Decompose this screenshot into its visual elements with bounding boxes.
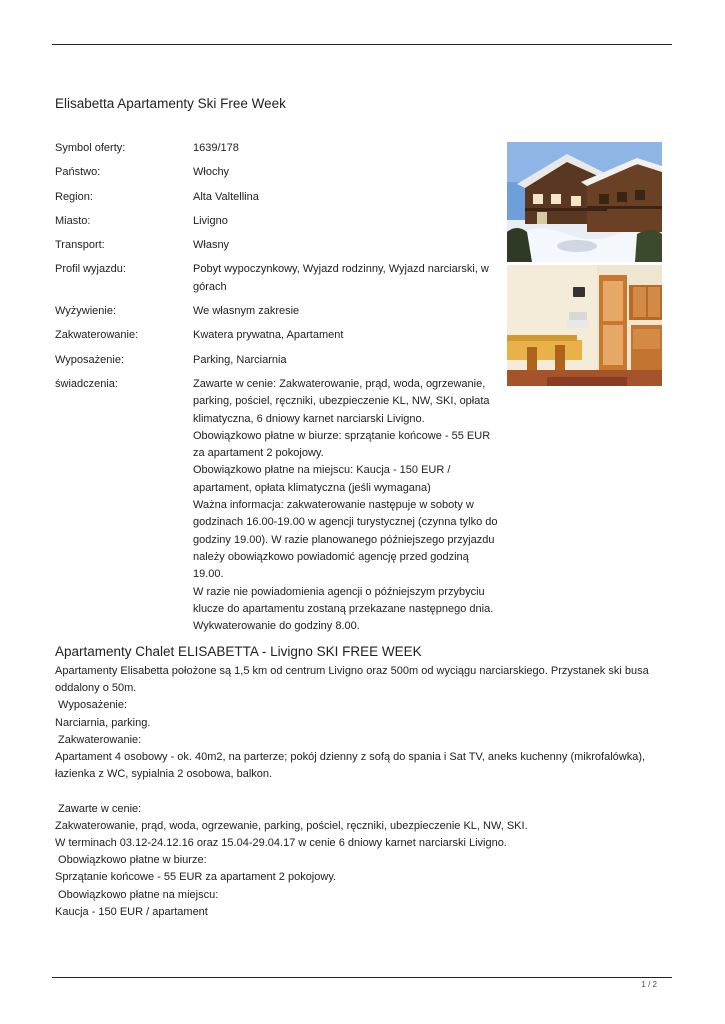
description-line: Obowiązkowo płatne w biurze: [55, 854, 207, 867]
detail-row [55, 140, 500, 164]
detail-row [55, 352, 500, 376]
detail-value-line: Obowiązkowo płatne na miejscu: Kaucja - 150 EUR / [193, 464, 451, 477]
detail-label: Profil wyjazdu: [55, 263, 126, 276]
detail-row [55, 164, 500, 188]
description-line: Obowiązkowo płatne na miejscu: [55, 888, 219, 901]
detail-value-line: Pobyt wypoczynkowy, Wyjazd rodzinny, Wyjazd narciarski, w [193, 263, 489, 276]
detail-value [193, 237, 500, 261]
description-heading: Apartamenty Chalet ELISABETTA - Livigno SKI FREE WEEK [55, 644, 422, 659]
description-section [55, 644, 670, 921]
detail-row [55, 237, 500, 261]
detail-row [55, 189, 500, 213]
detail-value [193, 189, 500, 213]
detail-value-line: klucze do apartamentu zostaną przekazane następnego dnia. [193, 602, 494, 615]
detail-row [55, 327, 500, 351]
detail-row [55, 261, 500, 303]
detail-value [193, 140, 500, 164]
description-line: oddalony o 50m. [55, 682, 137, 695]
detail-value [193, 164, 500, 188]
top-rule [52, 44, 672, 45]
detail-value [193, 352, 500, 376]
detail-value-line: Ważna informacja: zakwaterowanie następuje w soboty w [193, 499, 474, 512]
description-line: Zawarte w cenie: [55, 802, 142, 815]
detail-value-line: należy obowiązkowo powiadomić agencję przed godziną [193, 550, 469, 563]
detail-label: Wyposażenie: [55, 353, 124, 366]
description-line: Wyposażenie: [55, 699, 128, 712]
detail-value-line: za apartament 2 pokojowy. [193, 447, 324, 460]
description-body [55, 663, 670, 921]
detail-label: świadczenia: [55, 377, 118, 390]
description-line: W terminach 03.12-24.12.16 oraz 15.04-29.04.17 w cenie 6 dniowy karnet narciarski Livigno. [55, 837, 507, 850]
offer-title: Elisabetta Apartamenty Ski Free Week [55, 96, 286, 111]
page-number: 1 / 2 [641, 980, 657, 989]
detail-value-line: Alta Valtellina [193, 190, 259, 203]
detail-label: Region: [55, 190, 93, 203]
detail-value [193, 213, 500, 237]
detail-value-line: Zawarte w cenie: Zakwaterowanie, prąd, woda, ogrzewanie, [193, 377, 486, 390]
offer-details-table [55, 140, 500, 642]
offer-details-body [55, 140, 500, 642]
description-line: Narciarnia, parking. [55, 716, 151, 729]
detail-value-line: Wykwaterowanie do godziny 8.00. [193, 620, 360, 633]
description-line: łazienka z WC, sypialnia 2 osobowa, balkon. [55, 768, 273, 781]
detail-value-line: parking, pościel, ręczniki, ubezpieczenie KL, NW, SKI, opłata [193, 395, 490, 408]
detail-label: Państwo: [55, 166, 101, 179]
detail-label: Zakwaterowanie: [55, 329, 139, 342]
detail-row [55, 303, 500, 327]
detail-value [193, 303, 500, 327]
detail-label: Symbol oferty: [55, 142, 126, 154]
description-line: Zakwaterowanie, prąd, woda, ogrzewanie, parking, pościel, ręczniki, ubezpieczenie KL, NW, SKI. [55, 819, 528, 832]
description-line: Zakwaterowanie: [55, 733, 142, 746]
detail-row [55, 213, 500, 237]
detail-value-line: W razie nie powiadomienia agencji o późniejszym przybyciu [193, 585, 485, 598]
blank-line [55, 783, 670, 800]
detail-value [193, 261, 500, 303]
detail-value-line: Livigno [193, 214, 228, 227]
detail-label: Transport: [55, 239, 105, 252]
detail-row [55, 376, 500, 642]
detail-label: Miasto: [55, 214, 91, 227]
detail-value-line: górach [193, 280, 227, 293]
chalet-exterior-photo [507, 142, 662, 262]
detail-value-line: Włochy [193, 166, 230, 179]
detail-value-line: apartament, opłata klimatyczna (jeśli wymagana) [193, 481, 431, 494]
description-line: Kaucja - 150 EUR / apartament [55, 905, 208, 918]
detail-value-line: Obowiązkowo płatne w biurze: sprzątanie końcowe - 55 EUR [193, 429, 491, 442]
detail-value-line: 19.00. [193, 568, 224, 581]
description-line: Sprzątanie końcowe - 55 EUR za apartament 2 pokojowy. [55, 871, 337, 884]
detail-value-line: godzinach 16.00-19.00 w agencji turystycznej (czynna tylko do [193, 516, 498, 529]
detail-value [193, 376, 500, 642]
description-line: Apartamenty Elisabetta położone są 1,5 km od centrum Livigno oraz 500m od wyciągu narciarskiego. Przystanek ski busa [55, 665, 649, 677]
detail-value-line: Parking, Narciarnia [193, 353, 287, 366]
detail-value-line: Własny [193, 239, 230, 252]
detail-value-line: We własnym zakresie [193, 305, 300, 318]
bottom-rule [52, 977, 672, 978]
detail-value [193, 327, 500, 351]
apartment-interior-photo [507, 265, 662, 386]
detail-value-line: Kwatera prywatna, Apartament [193, 329, 344, 342]
detail-value-line: 1639/178 [193, 142, 239, 154]
detail-label: Wyżywienie: [55, 305, 117, 318]
description-line: Apartament 4 osobowy - ok. 40m2, na parterze; pokój dzienny z sofą do spania i Sat TV, aneks kuchenny (mikrofalówka), [55, 751, 646, 764]
detail-value-line: klimatyczna, 6 dniowy karnet narciarski Livigno. [193, 412, 425, 425]
detail-value-line: godziny 19.00). W razie planowanego późniejszego przyjazdu [193, 533, 495, 546]
